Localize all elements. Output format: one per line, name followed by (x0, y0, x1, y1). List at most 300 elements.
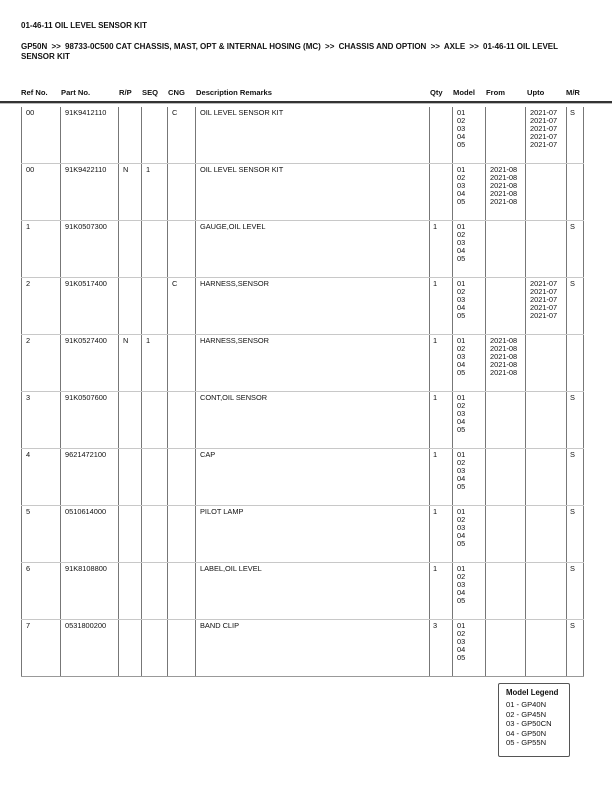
from-date (490, 394, 521, 402)
cng-cell (168, 221, 196, 278)
description-cell: BAND CLIP (196, 620, 430, 677)
model-code: 05 (457, 197, 466, 206)
from-date (490, 646, 521, 654)
from-date: 2021-08 (490, 181, 518, 190)
from-date (490, 109, 521, 117)
from-date (490, 296, 521, 304)
cng-cell (168, 506, 196, 563)
model-code: 02 (457, 458, 466, 467)
part-no-cell: 91K0507600 (61, 392, 119, 449)
from-date (490, 141, 521, 149)
rp-cell: N (119, 335, 142, 392)
mr-cell: S (567, 221, 584, 278)
upto-date (530, 516, 562, 524)
description-cell: PILOT LAMP (196, 506, 430, 563)
upto-cell (526, 620, 567, 677)
seq-cell (142, 392, 168, 449)
from-date (490, 459, 521, 467)
from-date (490, 540, 521, 548)
table-row[interactable] (22, 449, 584, 506)
from-date (490, 304, 521, 312)
legend-item: 02 - GP45N (506, 709, 547, 719)
from-date (490, 451, 521, 459)
upto-date (530, 475, 562, 483)
ref-no-cell: 00 (22, 164, 61, 221)
seq-cell (142, 221, 168, 278)
upto-date: 2021-07 (530, 108, 558, 117)
model-code: 05 (457, 482, 466, 491)
from-date: 2021-08 (490, 344, 518, 353)
model-code: 04 (457, 303, 466, 312)
rp-cell: N (119, 164, 142, 221)
seq-cell (142, 506, 168, 563)
part-no-cell: 91K0527400 (61, 335, 119, 392)
mr-cell: S (567, 620, 584, 677)
cng-cell (168, 449, 196, 506)
from-date (490, 581, 521, 589)
from-date: 2021-08 (490, 197, 518, 206)
from-date (490, 410, 521, 418)
ref-no-cell: 2 (22, 335, 61, 392)
legend-item: 01 - GP40N (506, 700, 547, 709)
legend-item: 03 - GP50CN (506, 719, 552, 729)
upto-date (530, 524, 562, 532)
qty-cell: 1 (430, 449, 453, 506)
rp-cell (119, 449, 142, 506)
table-row[interactable] (22, 221, 584, 278)
model-legend (498, 683, 570, 757)
from-date (490, 654, 521, 662)
header-divider-shadow (0, 103, 612, 104)
upto-date (530, 190, 562, 198)
model-cell (453, 563, 486, 620)
from-date (490, 247, 521, 255)
model-code: 01 (457, 393, 466, 402)
from-date (490, 589, 521, 597)
legend-item: 05 - GP55N (506, 738, 547, 748)
qty-cell: 1 (430, 563, 453, 620)
page-title: 01-46-11 OIL LEVEL SENSOR KIT (21, 21, 147, 30)
from-date (490, 565, 521, 573)
model-code: 03 (457, 637, 466, 646)
ref-no-cell: 3 (22, 392, 61, 449)
column-header-upto: Upto (527, 88, 545, 97)
column-header-model: Model (453, 88, 475, 97)
from-date (490, 288, 521, 296)
from-date (490, 573, 521, 581)
breadcrumb-item[interactable]: CHASSIS AND OPTION (338, 42, 427, 51)
upto-date (530, 630, 562, 638)
upto-date (530, 573, 562, 581)
model-code: 01 (457, 564, 466, 573)
model-cell (453, 221, 486, 278)
from-date (490, 231, 521, 239)
from-cell (486, 563, 526, 620)
column-header-rp: R/P (119, 88, 132, 97)
parts-table-body (22, 107, 584, 677)
model-code: 02 (457, 230, 466, 239)
upto-date (530, 459, 562, 467)
column-header-ref-no: Ref No. (21, 88, 48, 97)
model-code: 02 (457, 401, 466, 410)
column-header-mr: M/R (566, 88, 580, 97)
upto-date (530, 565, 562, 573)
description-cell: OIL LEVEL SENSOR KIT (196, 107, 430, 164)
upto-date: 2021-07 (530, 287, 558, 296)
part-no-cell: 9621472100 (61, 449, 119, 506)
ref-no-cell: 6 (22, 563, 61, 620)
seq-cell: 1 (142, 335, 168, 392)
column-header-part-no: Part No. (61, 88, 91, 97)
model-cell (453, 392, 486, 449)
from-date (490, 426, 521, 434)
cng-cell (168, 563, 196, 620)
seq-cell (142, 107, 168, 164)
rp-cell (119, 392, 142, 449)
qty-cell: 1 (430, 506, 453, 563)
from-cell (486, 620, 526, 677)
breadcrumb-separator: >> (469, 42, 479, 51)
model-cell (453, 107, 486, 164)
from-date (490, 516, 521, 524)
from-date (490, 125, 521, 133)
upto-date (530, 483, 562, 491)
ref-no-cell: 4 (22, 449, 61, 506)
upto-date: 2021-07 (530, 279, 558, 288)
upto-date: 2021-07 (530, 311, 558, 320)
from-date (490, 312, 521, 320)
model-cell (453, 164, 486, 221)
from-date (490, 280, 521, 288)
ref-no-cell: 00 (22, 107, 61, 164)
upto-date: 2021-07 (530, 140, 558, 149)
from-cell (486, 278, 526, 335)
table-row[interactable] (22, 620, 584, 677)
from-date (490, 597, 521, 605)
upto-cell (526, 392, 567, 449)
cng-cell: C (168, 107, 196, 164)
table-header (0, 86, 612, 102)
upto-cell (526, 449, 567, 506)
breadcrumb (21, 42, 591, 62)
cng-cell (168, 392, 196, 449)
model-code: 04 (457, 189, 466, 198)
model-cell (453, 620, 486, 677)
from-date (490, 622, 521, 630)
model-code: 01 (457, 279, 466, 288)
upto-date (530, 369, 562, 377)
breadcrumb-item[interactable]: AXLE (443, 42, 466, 51)
model-code: 04 (457, 645, 466, 654)
model-cell (453, 449, 486, 506)
model-cell (453, 335, 486, 392)
mr-cell: S (567, 449, 584, 506)
from-date (490, 239, 521, 247)
model-code: 05 (457, 368, 466, 377)
description-cell: HARNESS,SENSOR (196, 335, 430, 392)
upto-date (530, 361, 562, 369)
table-row[interactable] (22, 107, 584, 164)
model-code: 02 (457, 287, 466, 296)
upto-date (530, 223, 562, 231)
from-date (490, 532, 521, 540)
breadcrumb-item[interactable]: GP50N (21, 42, 48, 51)
qty-cell: 1 (430, 392, 453, 449)
model-code: 04 (457, 246, 466, 255)
breadcrumb-separator: >> (430, 42, 440, 51)
rp-cell (119, 506, 142, 563)
from-date (490, 117, 521, 125)
model-code: 02 (457, 116, 466, 125)
part-no-cell: 91K0517400 (61, 278, 119, 335)
upto-date (530, 426, 562, 434)
upto-date (530, 345, 562, 353)
mr-cell: S (567, 392, 584, 449)
qty-cell: 1 (430, 335, 453, 392)
upto-date (530, 467, 562, 475)
model-code: 01 (457, 450, 466, 459)
model-code: 01 (457, 507, 466, 516)
model-code: 05 (457, 539, 466, 548)
model-code: 04 (457, 531, 466, 540)
from-date (490, 402, 521, 410)
upto-date (530, 581, 562, 589)
from-date (490, 524, 521, 532)
description-cell: LABEL,OIL LEVEL (196, 563, 430, 620)
from-date: 2021-08 (490, 368, 518, 377)
qty-cell: 3 (430, 620, 453, 677)
upto-date (530, 394, 562, 402)
mr-cell: S (567, 506, 584, 563)
from-cell (486, 449, 526, 506)
breadcrumb-separator: >> (325, 42, 335, 51)
qty-cell: 1 (430, 221, 453, 278)
part-no-cell: 91K8108800 (61, 563, 119, 620)
upto-date (530, 646, 562, 654)
model-code: 01 (457, 222, 466, 231)
model-cell (453, 278, 486, 335)
upto-date (530, 597, 562, 605)
from-date: 2021-08 (490, 360, 518, 369)
model-code: 05 (457, 311, 466, 320)
from-date (490, 508, 521, 516)
model-code: 05 (457, 140, 466, 149)
model-code: 03 (457, 295, 466, 304)
ref-no-cell: 2 (22, 278, 61, 335)
table-row[interactable] (22, 392, 584, 449)
upto-cell (526, 335, 567, 392)
model-code: 01 (457, 165, 466, 174)
upto-date (530, 255, 562, 263)
rp-cell (119, 107, 142, 164)
parts-table (21, 107, 584, 677)
model-code: 05 (457, 596, 466, 605)
table-row[interactable] (22, 278, 584, 335)
model-code: 02 (457, 344, 466, 353)
model-code: 03 (457, 466, 466, 475)
model-code: 04 (457, 588, 466, 597)
upto-date (530, 402, 562, 410)
upto-date (530, 231, 562, 239)
ref-no-cell: 5 (22, 506, 61, 563)
upto-date (530, 589, 562, 597)
table-row[interactable] (22, 506, 584, 563)
description-cell: HARNESS,SENSOR (196, 278, 430, 335)
upto-date (530, 337, 562, 345)
seq-cell (142, 449, 168, 506)
upto-cell (526, 278, 567, 335)
upto-date (530, 451, 562, 459)
upto-date: 2021-07 (530, 132, 558, 141)
breadcrumb-separator: >> (51, 42, 61, 51)
column-header-from: From (486, 88, 505, 97)
from-date: 2021-08 (490, 165, 518, 174)
upto-cell (526, 221, 567, 278)
upto-date (530, 174, 562, 182)
upto-date: 2021-07 (530, 124, 558, 133)
mr-cell: S (567, 278, 584, 335)
model-cell (453, 506, 486, 563)
description-cell: CAP (196, 449, 430, 506)
from-date: 2021-08 (490, 173, 518, 182)
cng-cell (168, 335, 196, 392)
mr-cell: S (567, 563, 584, 620)
qty-cell: 1 (430, 278, 453, 335)
model-code: 03 (457, 523, 466, 532)
model-code: 03 (457, 409, 466, 418)
upto-date (530, 247, 562, 255)
from-cell (486, 335, 526, 392)
description-cell: GAUGE,OIL LEVEL (196, 221, 430, 278)
from-cell (486, 164, 526, 221)
model-code: 04 (457, 360, 466, 369)
legend-title: Model Legend (506, 688, 559, 697)
model-code: 02 (457, 572, 466, 581)
ref-no-cell: 7 (22, 620, 61, 677)
upto-date (530, 410, 562, 418)
rp-cell (119, 278, 142, 335)
upto-date: 2021-07 (530, 116, 558, 125)
qty-cell (430, 107, 453, 164)
upto-date: 2021-07 (530, 295, 558, 304)
model-code: 04 (457, 474, 466, 483)
upto-date (530, 540, 562, 548)
model-code: 03 (457, 238, 466, 247)
upto-date (530, 532, 562, 540)
cng-cell (168, 164, 196, 221)
from-date (490, 467, 521, 475)
upto-date (530, 418, 562, 426)
upto-date (530, 182, 562, 190)
upto-cell (526, 563, 567, 620)
model-code: 05 (457, 254, 466, 263)
seq-cell: 1 (142, 164, 168, 221)
model-code: 02 (457, 629, 466, 638)
part-no-cell: 91K9412110 (61, 107, 119, 164)
upto-date (530, 622, 562, 630)
rp-cell (119, 563, 142, 620)
seq-cell (142, 563, 168, 620)
from-date (490, 475, 521, 483)
from-date (490, 133, 521, 141)
from-date (490, 255, 521, 263)
description-cell: CONT,OIL SENSOR (196, 392, 430, 449)
column-header-qty: Qty (430, 88, 443, 97)
upto-cell (526, 164, 567, 221)
from-cell (486, 392, 526, 449)
from-cell (486, 221, 526, 278)
rp-cell (119, 221, 142, 278)
from-date (490, 630, 521, 638)
upto-date (530, 239, 562, 247)
upto-date (530, 353, 562, 361)
column-header-description: Description Remarks (196, 88, 272, 97)
upto-date (530, 638, 562, 646)
part-no-cell: 0510614000 (61, 506, 119, 563)
model-code: 02 (457, 173, 466, 182)
model-code: 05 (457, 425, 466, 434)
mr-cell (567, 335, 584, 392)
upto-cell (526, 107, 567, 164)
ref-no-cell: 1 (22, 221, 61, 278)
cng-cell: C (168, 278, 196, 335)
table-row[interactable] (22, 164, 584, 221)
table-row[interactable] (22, 563, 584, 620)
from-date (490, 638, 521, 646)
part-no-cell: 91K9422110 (61, 164, 119, 221)
from-cell (486, 107, 526, 164)
model-code: 04 (457, 417, 466, 426)
model-code: 03 (457, 352, 466, 361)
seq-cell (142, 278, 168, 335)
column-header-seq: SEQ (142, 88, 159, 97)
model-code: 05 (457, 653, 466, 662)
model-code: 03 (457, 124, 466, 133)
seq-cell (142, 620, 168, 677)
qty-cell (430, 164, 453, 221)
model-code: 03 (457, 580, 466, 589)
legend-item: 04 - GP50N (506, 728, 547, 738)
from-date: 2021-08 (490, 336, 518, 345)
from-date (490, 223, 521, 231)
model-code: 04 (457, 132, 466, 141)
model-code: 02 (457, 515, 466, 524)
from-date (490, 483, 521, 491)
model-code: 03 (457, 181, 466, 190)
mr-cell: S (567, 107, 584, 164)
upto-date (530, 654, 562, 662)
model-code: 01 (457, 108, 466, 117)
breadcrumb-item[interactable]: 98733-0C500 CAT CHASSIS, MAST, OPT & INTERNAL HOSING (MC) (65, 42, 321, 51)
model-code: 01 (457, 621, 466, 630)
table-row[interactable] (22, 335, 584, 392)
breadcrumb-item: 01-46-11 OIL LEVEL SENSOR KIT (21, 42, 558, 61)
upto-date (530, 508, 562, 516)
model-code: 01 (457, 336, 466, 345)
from-date: 2021-08 (490, 189, 518, 198)
upto-date (530, 166, 562, 174)
upto-cell (526, 506, 567, 563)
upto-date (530, 198, 562, 206)
upto-date: 2021-07 (530, 303, 558, 312)
from-date: 2021-08 (490, 352, 518, 361)
mr-cell (567, 164, 584, 221)
description-cell: OIL LEVEL SENSOR KIT (196, 164, 430, 221)
rp-cell (119, 620, 142, 677)
column-header-cng: CNG (168, 88, 185, 97)
from-cell (486, 506, 526, 563)
from-date (490, 418, 521, 426)
